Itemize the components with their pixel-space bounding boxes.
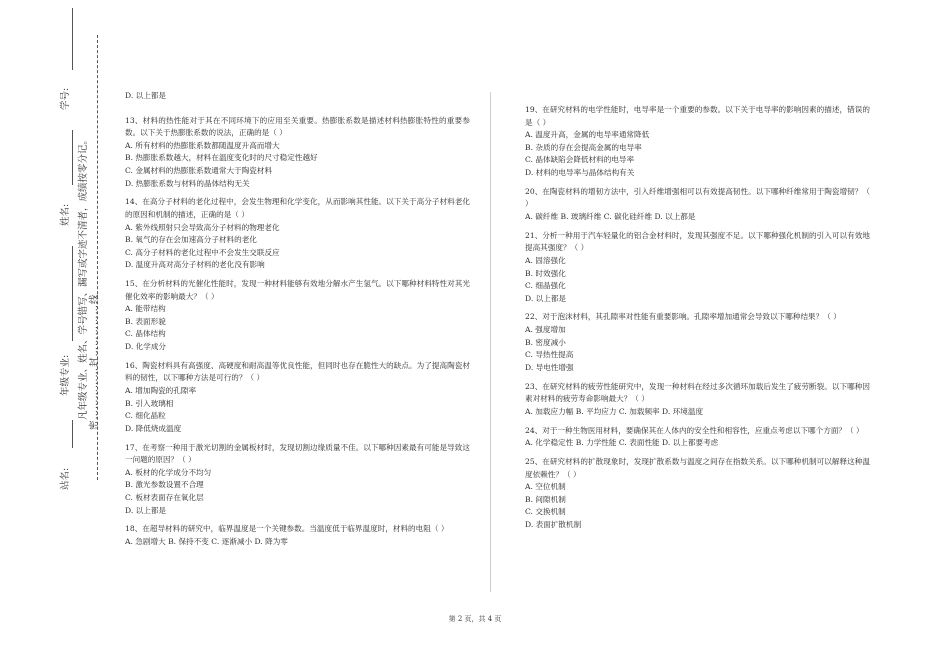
option-d: D. 以上都是 [125, 505, 167, 515]
question-13 [125, 115, 470, 191]
question-stem: 15、在分析材料的光催化性能时，发现一种材料能够有效地分解水产生氢气。以下哪种材料特性对其光催化效率的影响最大？（ ） [125, 279, 470, 301]
question-25 [525, 456, 870, 532]
question-stem: 19、在研究材料的电学性能时，电导率是一个重要的参数。以下关于电导率的影响因素的描述，错误的是（ ） [525, 105, 870, 127]
student-id-label: 学号: [60, 87, 71, 110]
option-d: D. 化学成分 [125, 342, 167, 352]
option-b: B. 表面形貌 [125, 316, 166, 326]
option-c: C. 晶体结构 [125, 329, 166, 339]
seal-dashed-line [97, 35, 98, 480]
option-c: C. 板材表面存在氧化层 [125, 492, 204, 502]
option-a: A. 紫外线照射只会导致高分子材料的物理老化 [125, 222, 280, 232]
question-24 [525, 425, 870, 450]
question-stem: 13、材料的热性能对于其在不同环境下的应用至关重要。热膨胀系数是描述材料热膨胀特性的重要参数。以下关于热膨胀系数的说法，正确的是（ ） [125, 115, 470, 138]
question-22 [525, 311, 870, 374]
inline-options: A. 碳纤维 B. 玻璃纤维 C. 碳化硅纤维 D. 以上都是 [525, 211, 696, 221]
option-d: D. 热膨胀系数与材料的晶体结构无关 [125, 178, 250, 188]
question-21 [525, 230, 870, 306]
inline-options: A. 急剧增大 B. 保持不变 C. 逐渐减小 D. 降为零 [125, 536, 288, 546]
option-a: A. 温度升高，金属的电导率通常降低 [525, 130, 650, 140]
question-23 [525, 381, 870, 419]
option-a: A. 增加陶瓷的孔隙率 [125, 386, 197, 396]
option-a: A. 空位机制 [525, 482, 566, 492]
school-label: 站名: [60, 467, 71, 490]
inline-options: A. 化学稳定性 B. 力学性能 C. 表面性能 D. 以上都要考虑 [525, 438, 719, 448]
question-19 [525, 104, 870, 180]
question-stem: 16、陶瓷材料具有高强度、高硬度和耐高温等优良性能，但同时也存在脆性大的缺点。为了提高陶瓷材料的韧性，以下哪种方法是可行的？（ ） [125, 360, 470, 383]
question-14 [125, 196, 470, 272]
option-d: D. 导电性增强 [525, 362, 574, 372]
name-line [72, 130, 73, 185]
binding-margin [0, 0, 112, 672]
question-stem: 23、在研究材料的疲劳性能研究中，发现一种材料在经过多次循环加载后发生了疲劳断裂。以下哪种因素对材料的疲劳寿命影响最大？（ ） [525, 381, 870, 404]
option-d: D. 以上都是 [525, 293, 567, 303]
grade-major-line [72, 246, 73, 341]
option-a: A. 所有材料的热膨胀系数都随温度升高而增大 [125, 140, 280, 150]
question-stem: 24、对于一种生物医用材料，要确保其在人体内的安全性和相容性，应重点考虑以下哪个方面？（ ） [525, 425, 864, 435]
option-b: B. 间隙机制 [525, 494, 566, 504]
option-c: C. 金属材料的热膨胀系数通常大于陶瓷材料 [125, 165, 273, 175]
school-line [72, 420, 73, 448]
question-12-tail [125, 90, 470, 103]
option-b: B. 时效强化 [525, 268, 566, 278]
question-18 [125, 523, 470, 548]
question-stem: 14、在高分子材料的老化过程中，会发生物理和化学变化，从而影响其性能。以下关于高分子材料老化的原因和机制的描述，正确的是（ ） [125, 197, 470, 219]
name-label: 姓名: [60, 203, 71, 226]
grade-major-label: 年级专业: [60, 354, 71, 396]
page-footer: 第 2 页，共 4 页 [448, 615, 502, 623]
binding-warning: 凡年级专业、姓名、学号错写、漏写或字迹不清者，成绩按零分记。 [78, 134, 89, 420]
option-a: A. 板材的化学成分不均匀 [125, 467, 212, 477]
left-column [125, 90, 470, 555]
option-c: C. 细化晶粒 [125, 411, 166, 421]
option-d: D. 降低烧成温度 [125, 423, 182, 433]
question-16 [125, 360, 470, 436]
option-b: B. 热膨胀系数越大，材料在温度变化时的尺寸稳定性越好 [125, 153, 318, 163]
option-d: D. 表面扩散机制 [525, 519, 582, 529]
option-a: A. 强度增加 [525, 325, 566, 335]
option-b: B. 激光参数设置不合理 [125, 480, 204, 490]
seal-line-label: 密……………封……………线 [89, 293, 100, 430]
option-c: C. 细晶强化 [525, 281, 566, 291]
option-b: B. 杂质的存在会提高金属的电导率 [525, 142, 642, 152]
question-stem: 18、在超导材料的研究中，临界温度是一个关键参数。当温度低于临界温度时，材料的电阻（ ） [125, 524, 449, 534]
question-17 [125, 442, 470, 518]
option-b: B. 密度减小 [525, 337, 566, 347]
option: D. 以上都是 [125, 91, 167, 100]
option-d: D. 温度升高对高分子材料的老化没有影响 [125, 260, 265, 270]
option-d: D. 材料的电导率与晶体结构有关 [525, 167, 635, 177]
option-c: C. 交换机制 [525, 507, 566, 517]
option-c: C. 晶体缺陷会降低材料的电导率 [525, 155, 635, 165]
question-stem: 17、在考察一种用于激光切割的金属板材时，发现切割边缘质量不佳。以下哪种因素最有可能是导致这一问题的原因？（ ） [125, 442, 470, 465]
option-b: B. 引入玻璃相 [125, 398, 174, 408]
question-stem: 22、对于泡沫材料，其孔隙率对性能有重要影响。孔隙率增加通常会导致以下哪种结果？（ ） [525, 312, 841, 322]
question-stem: 21、分析一种用于汽车轻量化的铝合金材料时，发现其强度不足。以下哪种强化机制的引入可以有效地提高其强度？（ ） [525, 230, 870, 253]
right-column [525, 104, 870, 538]
question-stem: 25、在研究材料的扩散现象时，发现扩散系数与温度之间存在指数关系。以下哪种机制可以解释这种温度依赖性？（ ） [525, 456, 870, 479]
student-id-line [72, 8, 73, 70]
option-c: C. 高分子材料的老化过程中不会发生交联反应 [125, 247, 280, 257]
question-20 [525, 186, 870, 224]
option-b: B. 氧气的存在会加速高分子材料的老化 [125, 235, 257, 245]
inline-options: A. 加载应力幅 B. 平均应力 C. 加载频率 D. 环境温度 [525, 406, 704, 416]
option-a: A. 能带结构 [125, 304, 166, 314]
question-stem: 20、在陶瓷材料的增韧方法中，引入纤维增强相可以有效提高韧性。以下哪种纤维常用于陶瓷增韧？（ ） [525, 186, 870, 209]
option-a: A. 固溶强化 [525, 255, 566, 265]
question-15 [125, 278, 470, 354]
option-c: C. 导热性提高 [525, 350, 574, 360]
column-divider [490, 92, 491, 592]
